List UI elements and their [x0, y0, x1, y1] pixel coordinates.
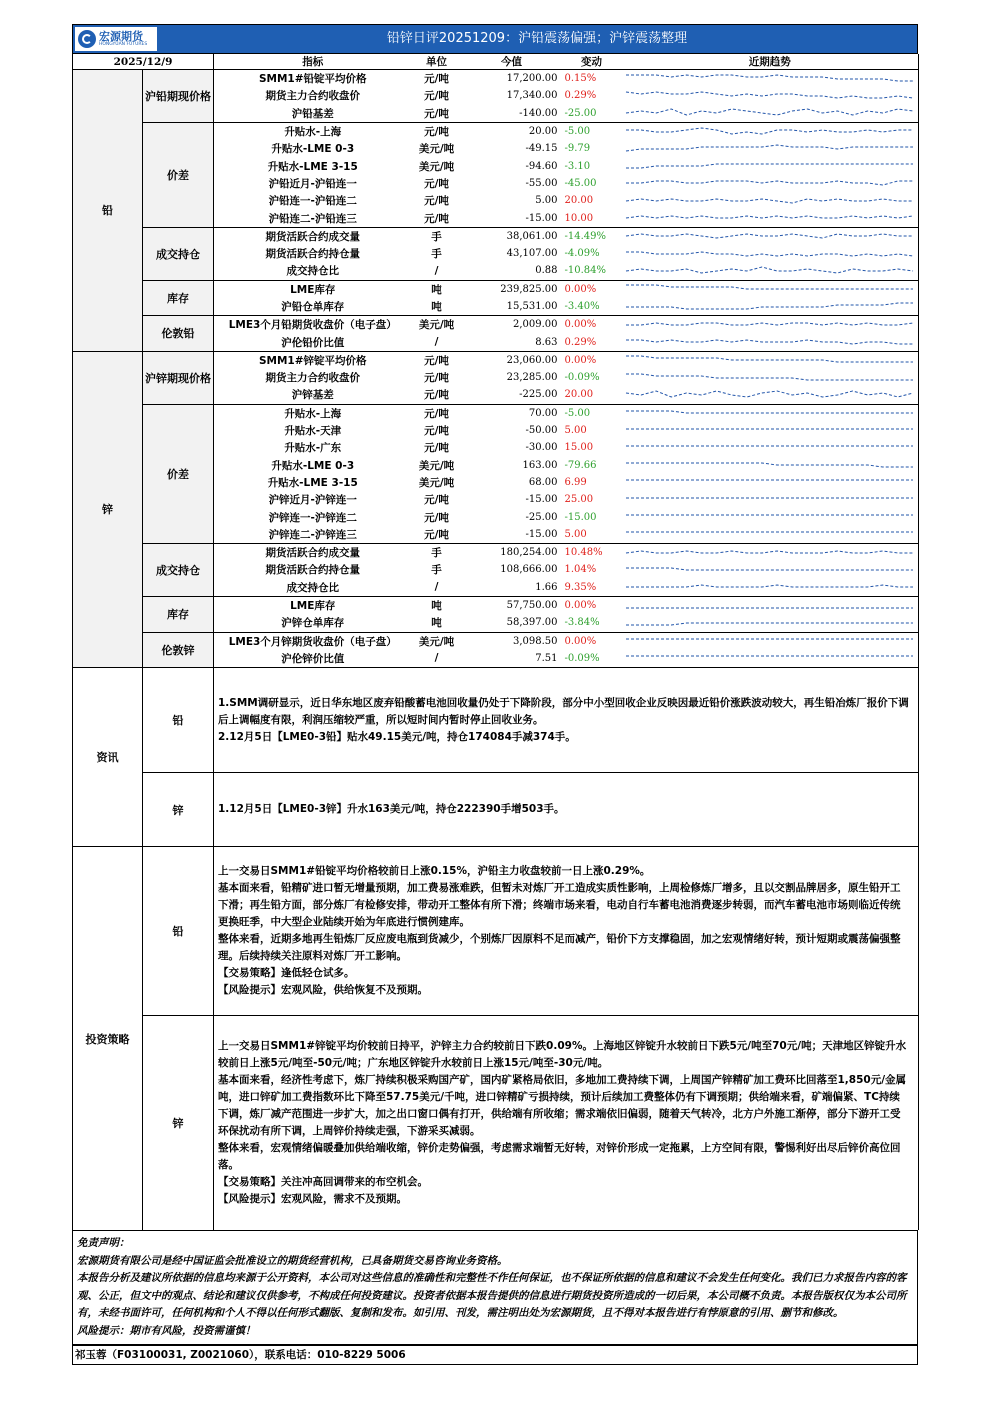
change-cell: 0.29% — [564, 90, 597, 102]
unit-cell: / — [434, 264, 439, 277]
sparkline-path — [626, 411, 913, 413]
change-cell: 5.00 — [564, 528, 587, 540]
trend-cell — [622, 474, 919, 491]
group-label: 库存 — [143, 596, 214, 632]
strategy-zinc-line-2: 基本面来看，经济性考虑下，炼厂持续积极采购国产矿，国内矿紧格局依旧，多地加工费持续下调，上周国产锌精矿加工费环比回落至1,850元/金属吨，进口锌矿加工费指数环比下降至57.75美元/千吨，进口锌精矿亏损持续，预计后续加工费整体仍有下调预期；供给端来看，矿端偏紧、TC持续下调，炼厂减产范围进一步扩大，加之出口窗口偶有打开，供给端有所收缩；需求端依旧偏弱，随着天气转冷，北方户外施工渐停，部分下游开工受环保扰动有所下调，上周锌价持续走强，下游采买减弱。 — [218, 1074, 907, 1138]
sparkline — [624, 424, 915, 438]
sparkline-path — [626, 303, 913, 309]
indicator-name: 成交持仓比 — [286, 265, 339, 278]
group-label: 伦敦锌 — [143, 632, 214, 667]
indicator-name: SMM1#铅锭平均价格 — [214, 70, 412, 88]
sparkline-path — [626, 285, 913, 289]
change-cell: 0.15% — [562, 70, 622, 88]
change-cell: 0.00% — [562, 316, 622, 334]
value-cell: -55.00 — [525, 177, 558, 189]
change-cell: -45.00 — [564, 177, 597, 189]
lead-section-label: 铅 — [73, 70, 143, 352]
strategy-lead-label: 铅 — [143, 847, 214, 1016]
indicator-name: 升贴水-天津 — [284, 425, 342, 438]
info-zinc-text — [214, 773, 919, 847]
sparkline-path — [626, 92, 913, 98]
sparkline — [624, 194, 915, 208]
value-cell: 5.00 — [535, 195, 558, 207]
change-cell: 10.00 — [564, 212, 594, 224]
value-cell: 0.88 — [535, 265, 558, 277]
change-cell: 0.00% — [562, 596, 622, 614]
change-cell: -25.00 — [564, 107, 597, 119]
value-cell: 163.00 — [522, 459, 558, 471]
disclaimer-line-1: 宏源期货有限公司是经中国证监会批准设立的期货经营机构，已具备期货交易咨询业务资格。 — [77, 1254, 508, 1267]
sparkline — [624, 159, 915, 173]
sparkline — [624, 72, 915, 86]
indicator-name: 期货活跃合约成交量 — [214, 227, 412, 245]
sparkline — [624, 563, 915, 577]
unit-cell: 美元/吨 — [412, 316, 462, 334]
unit-cell: 手 — [412, 227, 462, 245]
indicator-name: LME3个月锌期货收盘价（电子盘） — [214, 632, 412, 650]
change-cell: 0.29% — [564, 336, 597, 348]
unit-cell: 元/吨 — [412, 122, 462, 140]
change-cell: 20.00 — [564, 389, 594, 401]
sparkline-path — [626, 568, 913, 570]
trend-cell — [622, 105, 919, 123]
change-cell: 15.00 — [564, 442, 594, 454]
indicator-name: 升贴水-LME 0-3 — [271, 143, 355, 156]
indicator-name: SMM1#锌锭平均价格 — [214, 351, 412, 369]
change-cell: -4.09% — [564, 248, 600, 260]
metric-row — [73, 596, 919, 614]
unit-cell: 元/吨 — [424, 372, 449, 385]
sparkline — [624, 247, 915, 261]
metric-row — [73, 544, 919, 562]
value-cell: 58,397.00 — [506, 617, 558, 629]
value-cell: 180,254.00 — [462, 544, 562, 562]
indicator-name: LME库存 — [214, 280, 412, 298]
sparkline-path — [626, 216, 913, 218]
group-label: 沪锌期现价格 — [143, 351, 214, 404]
change-cell: 0.00% — [562, 632, 622, 650]
unit-cell: 元/吨 — [424, 442, 449, 455]
unit-cell: 元/吨 — [424, 195, 449, 208]
change-cell: -14.49% — [562, 227, 622, 245]
report-title: 铅锌日评20251209：沪铅震荡偏强；沪锌震荡整理 — [386, 31, 688, 46]
metric-row — [73, 404, 919, 422]
trend-cell — [622, 262, 919, 280]
change-cell: -79.66 — [564, 459, 597, 471]
info-lead-text — [214, 668, 919, 773]
sparkline-path — [626, 267, 913, 273]
sparkline — [624, 318, 915, 332]
info-zinc-line-1: 1.12月5日【LME0-3锌】升水163美元/吨，持仓222390手增503手。 — [218, 803, 565, 816]
indicator-name: 期货活跃合约持仓量 — [265, 248, 360, 261]
change-cell: 10.48% — [562, 544, 622, 562]
trend-cell — [622, 351, 919, 369]
change-cell: -3.84% — [564, 617, 600, 629]
trend-cell — [622, 298, 919, 316]
strategy-zinc-line-1: 上一交易日SMM1#锌锭平均价较前日持平，沪锌主力合约较前日下跌0.09%。上海地区锌锭升水较前日下跌5元/吨至70元/吨；天津地区锌锭升水较前日上涨5元/吨至-50元/吨；广东地区锌锭升水较前日上涨15元/吨至-30元/吨。 — [218, 1040, 907, 1070]
unit-cell: 吨 — [412, 280, 462, 298]
trend-cell — [622, 87, 919, 104]
indicator-name: 升贴水-广东 — [284, 442, 342, 455]
info-lead-line-2: 2.12月5日【LME0-3铅】贴水49.15美元/吨，持仓174084手减374手。 — [218, 730, 576, 743]
change-cell: -15.00 — [564, 511, 597, 523]
value-cell: 15,531.00 — [506, 301, 558, 312]
report-sheet — [72, 24, 918, 1365]
sparkline — [624, 300, 915, 314]
sparkline — [624, 353, 915, 367]
value-cell: 7.51 — [535, 652, 558, 664]
value-cell: -15.00 — [525, 494, 558, 506]
change-cell: 6.99 — [564, 476, 587, 488]
indicator-name: 沪伦铅价比值 — [281, 336, 345, 349]
sparkline-path — [626, 234, 913, 238]
sparkline-path — [626, 623, 913, 625]
unit-cell: 手 — [412, 544, 462, 562]
unit-cell: 元/吨 — [424, 389, 449, 402]
value-cell: 1.66 — [535, 581, 558, 593]
sparkline — [624, 493, 915, 507]
sparkline — [624, 651, 915, 665]
trend-cell — [622, 404, 919, 422]
sparkline — [624, 282, 915, 296]
trend-cell — [622, 439, 919, 456]
change-cell: 0.00% — [562, 351, 622, 369]
author-footer: 祁玉蓉（F03100031, Z0021060），联系电话：010-8229 5006 — [72, 1345, 918, 1365]
indicator-name: 沪锌基差 — [291, 389, 334, 402]
sparkline — [624, 527, 915, 541]
metric-row — [73, 227, 919, 245]
trend-cell — [622, 192, 919, 209]
indicator-name: 沪铅仓单库存 — [281, 301, 345, 313]
report-header — [72, 24, 918, 54]
sparkline — [624, 616, 915, 630]
group-label: 成交持仓 — [143, 227, 214, 280]
sparkline — [624, 371, 915, 385]
trend-header: 近期趋势 — [622, 54, 919, 70]
unit-cell: 美元/吨 — [412, 632, 462, 650]
unit-cell: 吨 — [412, 596, 462, 614]
sparkline — [624, 125, 915, 139]
indicator-name: 期货主力合约收盘价 — [265, 372, 360, 385]
value-cell: -30.00 — [525, 442, 558, 454]
trend-cell — [622, 614, 919, 632]
trend-cell — [622, 632, 919, 650]
indicator-name: 升贴水-LME 3-15 — [267, 476, 358, 489]
unit-cell: 吨 — [431, 617, 442, 630]
sparkline — [624, 264, 915, 278]
unit-cell: 元/吨 — [412, 404, 462, 422]
trend-cell — [622, 508, 919, 525]
sparkline — [624, 458, 915, 472]
value-cell: 57,750.00 — [462, 596, 562, 614]
disclaimer-risk: 风险提示：期市有风险，投资需谨慎！ — [77, 1324, 256, 1337]
sparkline-path — [626, 551, 913, 553]
metric-row — [73, 632, 919, 650]
logo-name-cn: 宏源期货 — [99, 29, 143, 43]
strategy-lead-text — [214, 847, 919, 1016]
indicator-name: 升贴水-上海 — [214, 122, 412, 140]
unit-cell: / — [434, 652, 439, 665]
trend-cell — [622, 457, 919, 474]
value-cell: 17,340.00 — [506, 90, 558, 102]
unit-cell: 元/吨 — [412, 70, 462, 88]
trend-cell — [622, 140, 919, 157]
change-cell: -3.10 — [564, 160, 591, 172]
disclaimer-title: 免责声明： — [77, 1237, 130, 1250]
unit-cell: 元/吨 — [424, 212, 449, 225]
strategy-lead-line-5: 【风险提示】宏观风险，供给恢复不及预期。 — [218, 984, 428, 997]
unit-cell: 元/吨 — [412, 351, 462, 369]
sparkline — [624, 475, 915, 489]
value-cell: 68.00 — [528, 476, 558, 488]
value-cell: 17,200.00 — [462, 70, 562, 88]
strategy-zinc-label: 锌 — [143, 1016, 214, 1231]
info-section-label: 资讯 — [73, 668, 143, 847]
trend-cell — [622, 245, 919, 262]
value-cell: -25.00 — [525, 511, 558, 523]
change-header: 变动 — [562, 54, 622, 70]
sparkline-path — [626, 463, 913, 467]
date-header: 2025/12/9 — [73, 54, 214, 70]
disclaimer — [72, 1230, 918, 1345]
sparkline — [624, 229, 915, 243]
indicator-table — [72, 54, 919, 667]
value-cell: 108,666.00 — [500, 564, 558, 576]
metric-row — [73, 351, 919, 369]
strategy-zinc-text — [214, 1016, 919, 1231]
logo-name-en: HONGYUAN FUTURES — [99, 41, 148, 47]
strategy-lead-line-1: 上一交易日SMM1#铅锭平均价格较前日上涨0.15%，沪铅主力收盘较前一日上涨0.29%。 — [218, 865, 651, 878]
value-header: 今值 — [462, 54, 562, 70]
sparkline — [624, 211, 915, 225]
unit-cell: 手 — [431, 248, 442, 261]
sparkline — [624, 580, 915, 594]
indicator-name: 沪铅近月-沪铅连一 — [268, 177, 357, 190]
strategy-zinc-line-4: 【交易策略】关注冲高回调带来的布空机会。 — [218, 1176, 428, 1189]
value-cell: -140.00 — [519, 107, 558, 119]
indicator-name: 沪铅连一-沪铅连二 — [268, 195, 357, 208]
value-cell: 8.63 — [535, 336, 558, 348]
trend-cell — [622, 122, 919, 140]
change-cell: -3.40% — [564, 301, 600, 312]
change-cell: 9.35% — [564, 581, 597, 593]
metric-row — [73, 316, 919, 334]
indicator-name: 沪铅基差 — [291, 107, 334, 120]
value-cell: 43,107.00 — [506, 248, 558, 260]
strategy-zinc-line-3: 整体来看，宏观情绪偏暖叠加供给端收缩，锌价走势偏强，考虑需求端暂无好转，对锌价形成一定拖累，上方空间有限，警惕利好出尽后锌价高位回落。 — [218, 1142, 901, 1172]
change-cell: 5.00 — [564, 425, 587, 437]
change-cell: -10.84% — [564, 265, 607, 277]
unit-cell: 美元/吨 — [418, 160, 455, 173]
logo-mark-icon — [78, 30, 96, 48]
unit-cell: 元/吨 — [424, 90, 449, 103]
change-cell: -0.09% — [564, 652, 600, 664]
sparkline — [624, 142, 915, 156]
unit-cell: 美元/吨 — [418, 476, 455, 489]
value-cell: -15.00 — [525, 212, 558, 224]
unit-cell: 元/吨 — [424, 425, 449, 438]
trend-cell — [622, 369, 919, 386]
change-cell: 0.00% — [562, 280, 622, 298]
indicator-name: 沪锌仓单库存 — [281, 617, 345, 630]
trend-cell — [622, 491, 919, 508]
sparkline-path — [626, 252, 913, 256]
unit-cell: 美元/吨 — [418, 459, 455, 472]
strategy-lead-line-3: 整体来看，近期多地再生铅炼厂反应废电瓶到货减少，个别炼厂因原料不足而减产，铅价下方支撑稳固，加之宏观情绪好转，预计短期或震荡偏强整理。后续持续关注原料对炼厂开工影响。 — [218, 933, 901, 963]
group-label: 价差 — [143, 404, 214, 543]
sparkline — [624, 546, 915, 560]
sparkline-path — [626, 128, 913, 134]
change-cell: -0.09% — [564, 372, 600, 384]
change-cell: 25.00 — [564, 494, 594, 506]
group-label: 沪铅期现价格 — [143, 70, 214, 123]
sparkline-path — [626, 323, 913, 325]
group-label: 伦敦铅 — [143, 316, 214, 352]
group-label: 价差 — [143, 122, 214, 227]
info-zinc-label: 锌 — [143, 773, 214, 847]
trend-cell — [622, 157, 919, 174]
change-cell: 1.04% — [564, 564, 597, 576]
value-cell: 70.00 — [462, 404, 562, 422]
value-cell: 23,285.00 — [506, 372, 558, 384]
trend-cell — [622, 544, 919, 562]
metric-row — [73, 70, 919, 88]
trend-cell — [622, 175, 919, 192]
trend-cell — [622, 316, 919, 334]
unit-cell: 元/吨 — [424, 528, 449, 541]
value-cell: -49.15 — [525, 143, 558, 155]
trend-cell — [622, 386, 919, 404]
trend-cell — [622, 650, 919, 667]
info-strategy-table — [72, 667, 919, 1230]
unit-cell: 美元/吨 — [418, 143, 455, 156]
info-lead-line-1: 1.SMM调研显示，近日华东地区废弃铅酸蓄电池回收量仍处于下降阶段，部分中小型回收企业反映因最近铅价涨跌波动较大，再生铅冶炼厂报价下调后上调幅度有限，利润压缩较严重，所以短时间内暂时停止回收业务。 — [218, 696, 909, 726]
value-cell: -15.00 — [525, 528, 558, 540]
sparkline — [624, 106, 915, 120]
trend-cell — [622, 70, 919, 88]
unit-header: 单位 — [412, 54, 462, 70]
sparkline-path — [626, 391, 913, 397]
sparkline-path — [626, 164, 913, 168]
value-cell: 239,825.00 — [462, 280, 562, 298]
indicator-name: 升贴水-LME 3-15 — [267, 160, 358, 173]
company-logo — [75, 27, 157, 51]
indicator-name: 期货活跃合约成交量 — [214, 544, 412, 562]
trend-cell — [622, 333, 919, 351]
trend-cell — [622, 227, 919, 245]
indicator-name: 升贴水-LME 0-3 — [271, 459, 355, 472]
indicator-name: 期货活跃合约持仓量 — [265, 564, 360, 577]
indicator-name: 沪锌近月-沪锌连一 — [268, 494, 357, 507]
sparkline — [624, 599, 915, 613]
indicator-header: 指标 — [214, 54, 412, 70]
unit-cell: 吨 — [431, 301, 442, 313]
value-cell: 2,009.00 — [462, 316, 562, 334]
indicator-name: 升贴水-上海 — [214, 404, 412, 422]
sparkline-path — [626, 340, 913, 344]
value-cell: 3,098.50 — [462, 632, 562, 650]
disclaimer-line-2: 本报告分析及建议所依据的信息均来源于公开资料，本公司对这些信息的准确性和完整性不作任何保证，也不保证所依据的信息和建议不会发生任何变化。我们已力求报告内容的客观、公正，但文中的观点、结论和建议仅供参考，不构成任何投资建议。投资者依据本报告提供的信息进行期货投资所造成的一切后果，本公司概不负责。本报告版权仅为本公司所有，未经书面许可，任何机构和个人不得以任何形式翻版、复制和发布。如引用、刊发，需注明出处为宏源期货，且不得对本报告进行有悖原意的引用、删节和修改。 — [77, 1272, 907, 1320]
group-label: 库存 — [143, 280, 214, 316]
indicator-name: 沪锌连一-沪锌连二 — [268, 511, 357, 524]
indicator-name: 沪伦锌价比值 — [281, 652, 345, 665]
trend-cell — [622, 579, 919, 597]
sparkline — [624, 510, 915, 524]
change-cell: -5.00 — [562, 122, 622, 140]
value-cell: -94.60 — [525, 160, 558, 172]
sparkline — [624, 441, 915, 455]
sparkline — [624, 634, 915, 648]
unit-cell: 元/吨 — [424, 107, 449, 120]
value-cell: 38,061.00 — [462, 227, 562, 245]
trend-cell — [622, 596, 919, 614]
metric-row — [73, 280, 919, 298]
value-cell: 20.00 — [462, 122, 562, 140]
sparkline — [624, 335, 915, 349]
sparkline-path — [626, 585, 913, 587]
strategy-lead-line-4: 【交易策略】逢低轻仓试多。 — [218, 967, 355, 980]
change-cell: 20.00 — [564, 195, 594, 207]
sparkline-path — [626, 356, 913, 362]
trend-cell — [622, 209, 919, 227]
strategy-lead-line-2: 基本面来看，铅精矿进口暂无增量预期，加工费易涨难跌，但暂未对炼厂开工造成实质性影响，上周检修炼厂增多，且以交割品牌居多，原生铅开工下滑；再生铅方面，部分炼厂有检修安排，带动开工整体有所下滑；终端市场来看，电动自行车蓄电池消费逐步转弱，而汽车蓄电池市场则临近传统更换旺季，中大型企业陆续开始为年底进行惯例建库。 — [218, 882, 901, 929]
sparkline-path — [626, 75, 913, 81]
indicator-name: 沪铅连二-沪铅连三 — [268, 212, 357, 225]
zinc-section-label: 锌 — [73, 351, 143, 667]
trend-cell — [622, 422, 919, 439]
change-cell: -9.79 — [564, 143, 591, 155]
indicator-name: 成交持仓比 — [286, 581, 339, 594]
value-cell: -225.00 — [519, 389, 558, 401]
indicator-name: 期货主力合约收盘价 — [265, 90, 360, 103]
sparkline-path — [626, 199, 913, 203]
change-cell: -5.00 — [562, 404, 622, 422]
indicator-name: LME3个月铅期货收盘价（电子盘） — [214, 316, 412, 334]
sparkline-path — [626, 145, 913, 151]
indicator-name: 沪锌连二-沪锌连三 — [268, 528, 357, 541]
sparkline — [624, 388, 915, 402]
trend-cell — [622, 561, 919, 578]
unit-cell: 元/吨 — [424, 177, 449, 190]
column-header-row — [73, 54, 919, 70]
unit-cell: 手 — [431, 564, 442, 577]
sparkline — [624, 89, 915, 103]
strategy-section-label: 投资策略 — [73, 847, 143, 1231]
trend-cell — [622, 526, 919, 544]
unit-cell: 元/吨 — [424, 494, 449, 507]
metric-row — [73, 122, 919, 140]
sparkline-path — [626, 109, 913, 115]
unit-cell: 元/吨 — [424, 511, 449, 524]
sparkline-path — [626, 181, 913, 185]
sparkline — [624, 406, 915, 420]
indicator-name: LME库存 — [214, 596, 412, 614]
value-cell: -50.00 — [525, 425, 558, 437]
group-label: 成交持仓 — [143, 544, 214, 597]
strategy-zinc-line-5: 【风险提示】宏观风险，需求不及预期。 — [218, 1193, 407, 1206]
sparkline — [624, 176, 915, 190]
sparkline-path — [626, 374, 913, 380]
trend-cell — [622, 280, 919, 298]
unit-cell: / — [434, 336, 439, 349]
info-lead-label: 铅 — [143, 668, 214, 773]
unit-cell: / — [434, 581, 439, 594]
value-cell: 23,060.00 — [462, 351, 562, 369]
